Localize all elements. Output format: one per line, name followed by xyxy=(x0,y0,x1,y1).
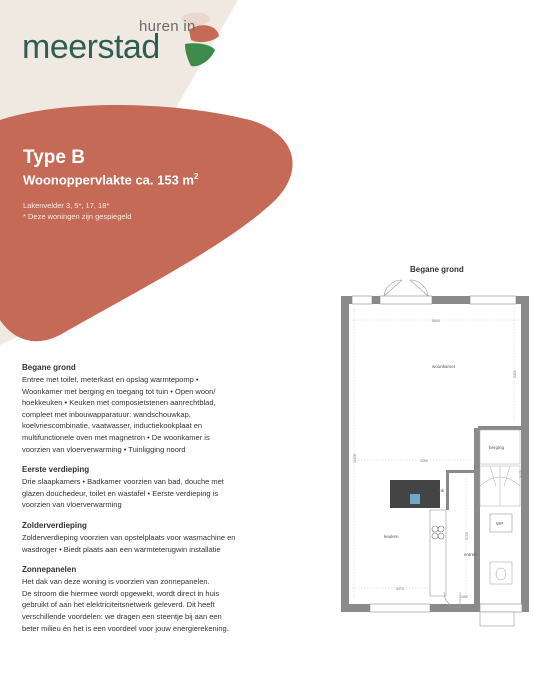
room-label-berging: berging xyxy=(489,445,505,450)
section-body xyxy=(22,532,322,555)
line: verschillende voordelen: we dragen een steentje bij aan een xyxy=(22,611,222,621)
room-label-keuken: keuken xyxy=(384,534,399,539)
brand-name: meerstad xyxy=(22,28,160,66)
section-body xyxy=(22,476,322,511)
interior-wall-entree xyxy=(446,470,480,473)
living-area-unit-sup: 2 xyxy=(194,172,199,181)
line: compleet met inbouwapparatuur: wandschouwkap, xyxy=(22,409,191,419)
window-bottom xyxy=(370,604,430,612)
living-area-text: Woonoppervlakte ca. 153 m xyxy=(23,172,194,188)
line: Zolderverdieping voorzien van opstelplaats voor wasmachine en xyxy=(22,532,236,542)
staircase xyxy=(480,466,520,506)
floorplan-drawing xyxy=(340,278,530,628)
house-type-title: Type B xyxy=(23,147,85,168)
room-label-woonkamer: woonkamer xyxy=(432,364,456,369)
section-begane-grond xyxy=(22,363,322,455)
living-area xyxy=(23,172,198,187)
mirrored-note: * Deze woningen zijn gespiegeld xyxy=(23,212,132,221)
dim-right-mid: 3175 xyxy=(519,470,523,478)
line: voorzien van vloerverwarming • Tuinligging noord xyxy=(22,444,186,454)
kitchen-counter xyxy=(430,510,446,596)
section-title: Eerste verdieping xyxy=(22,465,90,475)
line: Woonkamer met berging en toegang tot tuin • Open woon/ xyxy=(22,386,216,396)
interior-wall-vertical xyxy=(474,428,480,604)
room-label-mk: mk xyxy=(438,488,444,493)
line: Entree met toilet, meterkast en opslag warmtepomp • xyxy=(22,375,199,384)
dim-kitchen-vert: 3750 xyxy=(465,532,469,540)
section-eerste-verdieping xyxy=(22,465,322,511)
dim-bottom-width: 3370 xyxy=(396,587,404,591)
interior-wall-mk xyxy=(446,470,449,510)
section-title: Begane grond xyxy=(22,363,76,372)
room-label-entree: entree xyxy=(464,552,477,557)
dim-entree-width: 1360 xyxy=(460,595,468,599)
section-title: Zonnepanelen xyxy=(22,565,77,575)
room-label-wp: WP xyxy=(496,521,504,526)
window-bottom-right xyxy=(480,604,522,612)
kitchen-island-sink xyxy=(410,494,420,504)
section-body xyxy=(22,374,322,455)
line: multifunctionele oven met magnetron • De woonkamer is xyxy=(22,432,210,442)
window-top-right xyxy=(470,296,516,304)
terracotta-blob xyxy=(0,105,293,341)
dim-mid-width: 4250 xyxy=(420,459,428,463)
line: Drie slaapkamers • Badkamer voorzien van bad, douche met xyxy=(22,477,224,487)
feature-sections xyxy=(22,363,322,644)
floorplan-title: Begane grond xyxy=(410,265,464,274)
brand-tagline: huren in xyxy=(139,18,196,35)
window-top-left xyxy=(352,296,372,304)
interior-wall-berging xyxy=(478,426,522,430)
line: beter milieu én het is een voordeel voor jouw energierekening. xyxy=(22,623,229,633)
garden-door-opening xyxy=(380,296,432,304)
section-zolderverdieping xyxy=(22,521,322,555)
line: Het dak van deze woning is voorzien van zonnepanelen. xyxy=(22,577,210,587)
dim-right-top: 5350 xyxy=(513,370,517,378)
line: hoekkeuken • Keuken met composietstenen aanrechtblad, xyxy=(22,398,216,408)
line: wasdroger • Biedt plaats aan een warmteterugwin installatie xyxy=(22,544,221,554)
line: gebruikt of aan het elektriciteitsnetwerk geleverd. Dit heeft xyxy=(22,600,215,610)
dim-left-height: 11200 xyxy=(353,453,357,463)
section-body xyxy=(22,576,322,634)
dim-top-width: 5840 xyxy=(432,319,440,323)
front-step xyxy=(480,612,514,626)
address-numbers: Lakenvelder 3, 5*, 17, 18* xyxy=(23,201,110,210)
line: glazen douchedeur, toilet en wastafel • Eerste verdieping is xyxy=(22,488,219,498)
section-zonnepanelen xyxy=(22,565,322,634)
line: koelvriescombinatie, vaatwasser, inductiekookplaat en xyxy=(22,421,203,431)
line: De stroom die hiermee wordt opgewekt, wordt direct in huis xyxy=(22,588,220,598)
line: voorzien van vloerverwarming xyxy=(22,500,122,510)
toilet-icon xyxy=(490,562,512,584)
section-title: Zolderverdieping xyxy=(22,520,87,530)
